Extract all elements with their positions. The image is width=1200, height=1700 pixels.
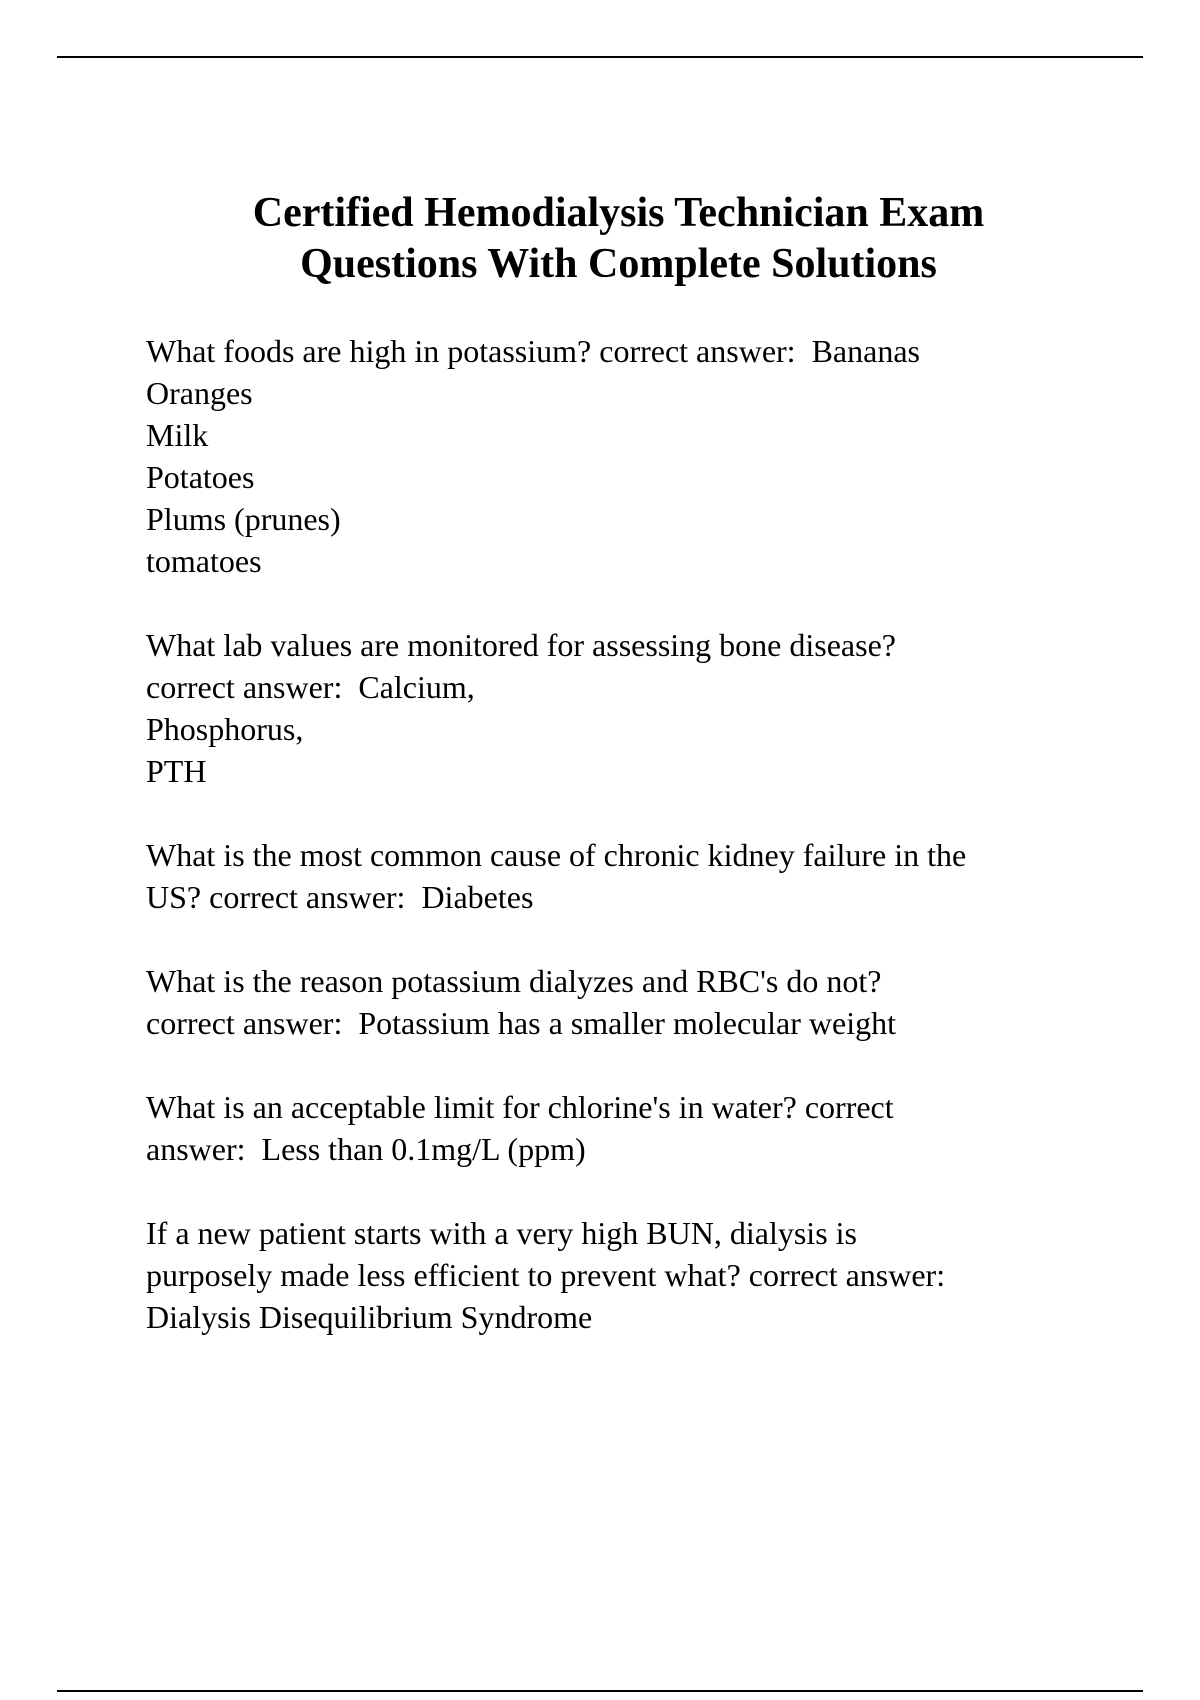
title-line: Certified Hemodialysis Technician Exam [252,190,985,236]
qa-line: What is the reason potassium dialyzes and RBC's do not? [146,963,882,999]
qa-line: If a new patient starts with a very high BUN, dialysis is [146,1215,857,1251]
qa-line: What lab values are monitored for assessing bone disease? [146,627,896,663]
qa-line: Potatoes [146,459,255,495]
qa-item [146,1086,1146,1170]
top-rule [57,56,1143,58]
qa-item [146,960,1146,1044]
qa-item [146,1212,1146,1338]
qa-line: correct answer: Calcium, [146,669,475,705]
qa-line: PTH [146,753,207,789]
qa-line: correct answer: Potassium has a smaller molecular weight [146,1005,896,1041]
qa-line: Dialysis Disequilibrium Syndrome [146,1299,593,1335]
qa-line: US? correct answer: Diabetes [146,879,534,915]
qa-line: Oranges [146,375,253,411]
qa-line: Plums (prunes) [146,501,341,537]
bottom-rule [57,1690,1143,1692]
qa-line: tomatoes [146,543,262,579]
qa-line: What is the most common cause of chronic kidney failure in the [146,837,967,873]
qa-line: Milk [146,417,209,453]
qa-line: What is an acceptable limit for chlorine's in water? correct [146,1089,894,1125]
document-title [100,188,1137,290]
qa-list [146,330,1146,1380]
qa-item [146,330,1146,582]
qa-line: answer: Less than 0.1mg/L (ppm) [146,1131,586,1167]
qa-line: purposely made less efficient to prevent what? correct answer: [146,1257,946,1293]
title-line: Questions With Complete Solutions [300,241,937,287]
qa-item [146,834,1146,918]
qa-item [146,624,1146,792]
qa-line: Phosphorus, [146,711,304,747]
qa-line: What foods are high in potassium? correct answer: Bananas [146,333,920,369]
